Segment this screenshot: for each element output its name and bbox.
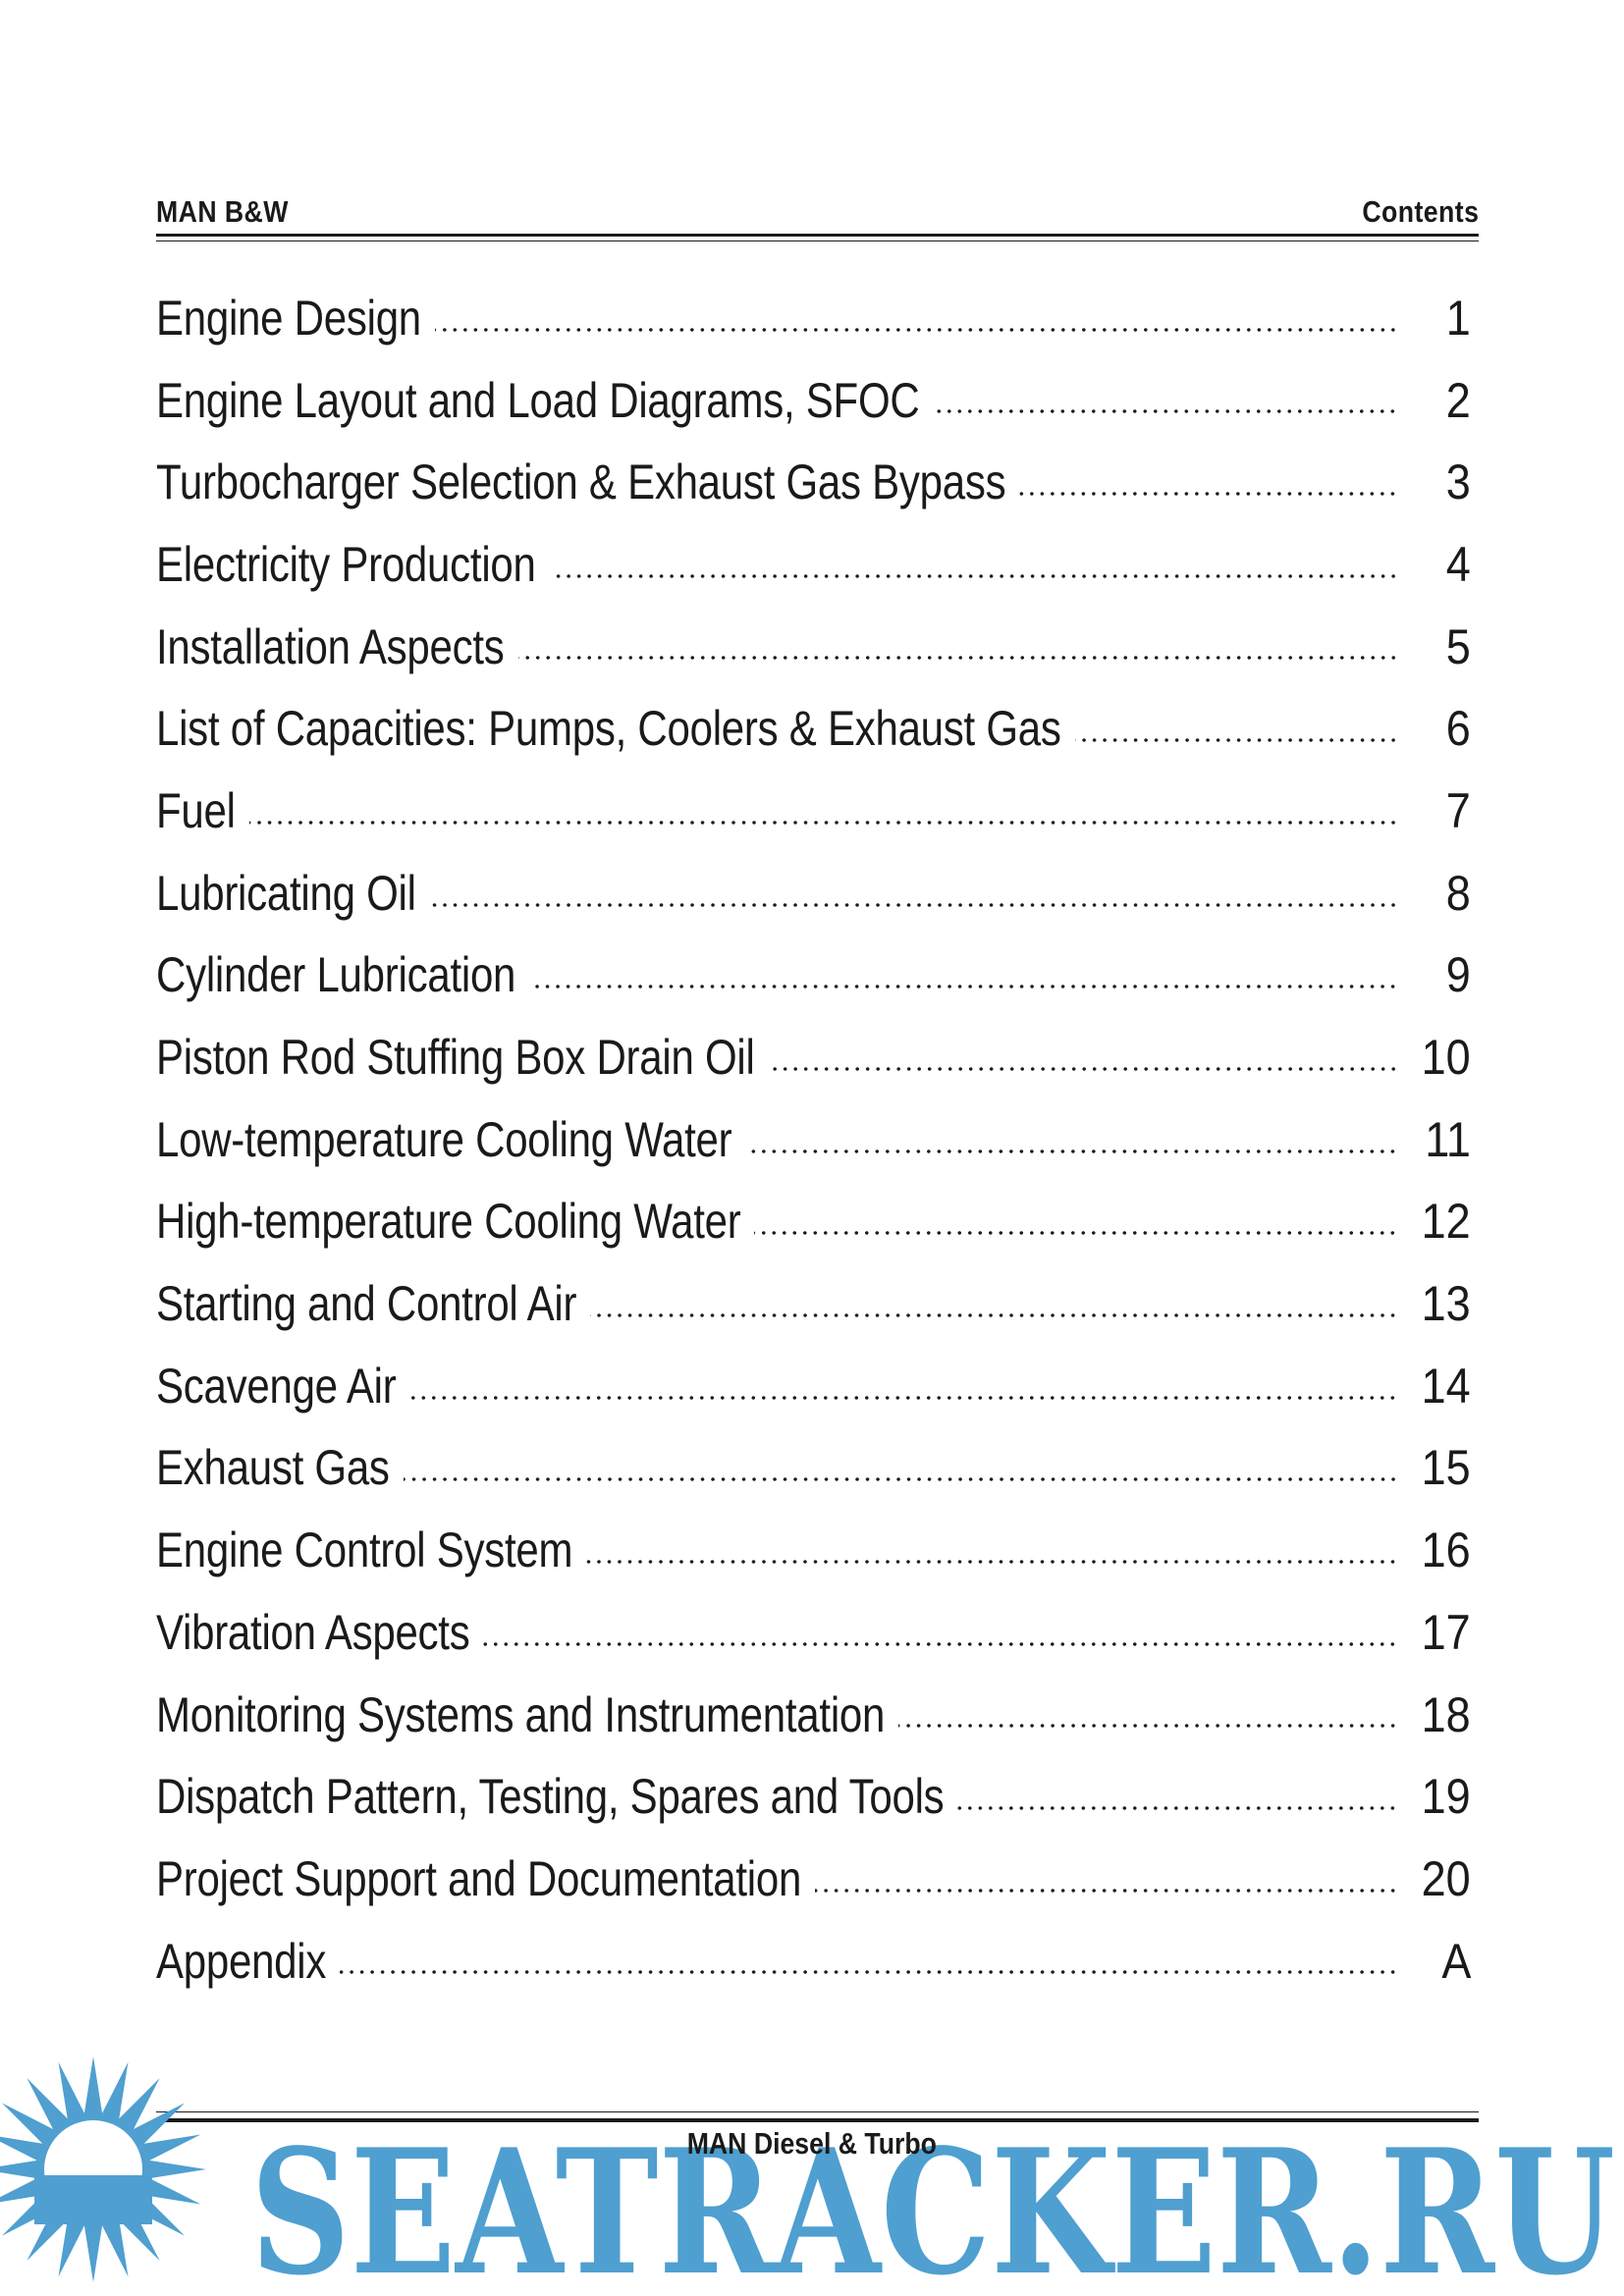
toc-entry-page: 9 xyxy=(1445,947,1471,1003)
toc-entry[interactable] xyxy=(156,277,1479,359)
toc-entry[interactable] xyxy=(156,852,1479,934)
toc-entry[interactable] xyxy=(156,1098,1479,1181)
toc-entry-page: 3 xyxy=(1445,454,1471,510)
toc-entry-page: 12 xyxy=(1421,1194,1471,1250)
toc-entry-title: Turbocharger Selection & Exhaust Gas Bypass xyxy=(156,454,1006,510)
toc-entry-title: Low-temperature Cooling Water xyxy=(156,1111,732,1167)
toc-entry-page: 10 xyxy=(1421,1030,1471,1086)
toc-entry[interactable] xyxy=(156,523,1479,606)
footer-rule xyxy=(156,2118,1479,2122)
toc-entry-page: 2 xyxy=(1445,372,1471,428)
footer-rule-thin xyxy=(156,2111,1479,2112)
toc-entry-title: Engine Control System xyxy=(156,1522,573,1578)
toc-entry-page: 5 xyxy=(1445,618,1471,674)
toc-entry[interactable] xyxy=(156,359,1479,442)
toc-entry-title: Cylinder Lubrication xyxy=(156,947,516,1003)
header-rule-thin xyxy=(156,240,1479,241)
sun-burst-icon xyxy=(0,2056,206,2282)
watermark-logo xyxy=(0,2052,1624,2296)
toc-leader-dots xyxy=(898,1722,1398,1730)
toc-entry-title: Starting and Control Air xyxy=(156,1276,577,1332)
toc-leader-dots xyxy=(435,326,1398,334)
toc-entry-title: Lubricating Oil xyxy=(156,865,416,921)
toc-leader-dots xyxy=(745,1148,1398,1155)
toc-leader-dots xyxy=(529,983,1398,990)
toc-entry[interactable] xyxy=(156,770,1479,852)
toc-entry[interactable] xyxy=(156,1755,1479,1838)
toc-leader-dots xyxy=(340,1968,1398,1976)
toc-entry-title: Piston Rod Stuffing Box Drain Oil xyxy=(156,1030,755,1086)
toc-entry-page: 19 xyxy=(1421,1769,1471,1825)
toc-entry-title: Engine Layout and Load Diagrams, SFOC xyxy=(156,372,920,428)
toc-entry-page: 17 xyxy=(1421,1604,1471,1660)
toc-entry-title: Installation Aspects xyxy=(156,618,505,674)
toc-entry-title: Appendix xyxy=(156,1933,327,1989)
toc-leader-dots xyxy=(550,572,1398,580)
header-rule xyxy=(156,234,1479,237)
toc-entry-page: 8 xyxy=(1445,865,1471,921)
toc-entry[interactable] xyxy=(156,1591,1479,1674)
footer-company-label: MAN Diesel & Turbo xyxy=(686,2126,938,2161)
toc-entry[interactable] xyxy=(156,934,1479,1017)
sun-rays xyxy=(0,2056,206,2282)
toc-entry-title: Fuel xyxy=(156,782,236,838)
toc-entry-page: A xyxy=(1440,1933,1471,1989)
toc-leader-dots xyxy=(430,901,1398,909)
toc-entry[interactable] xyxy=(156,1427,1479,1510)
toc-leader-dots xyxy=(590,1311,1398,1319)
toc-entry-page: 13 xyxy=(1421,1276,1471,1332)
toc-leader-dots xyxy=(1019,490,1398,498)
toc-leader-dots xyxy=(769,1065,1398,1073)
footer-company xyxy=(0,2126,1624,2162)
toc-leader-dots xyxy=(518,654,1398,662)
toc-entry-title: Monitoring Systems and Instrumentation xyxy=(156,1686,886,1742)
page-header xyxy=(156,188,1479,230)
toc-leader-dots xyxy=(409,1394,1398,1402)
toc-entry-title: Electricity Production xyxy=(156,536,536,592)
toc-leader-dots xyxy=(586,1558,1398,1566)
toc-leader-dots xyxy=(1075,736,1398,744)
toc-entry[interactable] xyxy=(156,1509,1479,1591)
header-section-title: Contents xyxy=(1362,194,1479,229)
toc-entry[interactable] xyxy=(156,1920,1479,2002)
toc-entry[interactable] xyxy=(156,687,1479,770)
header-brand: MAN B&W xyxy=(156,194,289,229)
toc-entry-page: 4 xyxy=(1445,536,1471,592)
toc-entry[interactable] xyxy=(156,1181,1479,1263)
toc-entry-title: Engine Design xyxy=(156,290,421,346)
toc-entry[interactable] xyxy=(156,1345,1479,1427)
toc-entry[interactable] xyxy=(156,1262,1479,1345)
toc-leader-dots xyxy=(754,1229,1398,1237)
toc-entry-page: 18 xyxy=(1421,1686,1471,1742)
toc-entry[interactable] xyxy=(156,1016,1479,1098)
sun-horizon xyxy=(34,2175,152,2224)
toc-entry-page: 15 xyxy=(1421,1440,1471,1496)
toc-leader-dots xyxy=(483,1640,1398,1648)
toc-leader-dots xyxy=(933,407,1398,415)
toc-entry-page: 20 xyxy=(1421,1850,1471,1906)
toc-entry-title: Vibration Aspects xyxy=(156,1604,470,1660)
toc-leader-dots xyxy=(815,1887,1398,1895)
toc-entry-title: Exhaust Gas xyxy=(156,1440,390,1496)
toc-entry-page: 16 xyxy=(1421,1522,1471,1578)
toc-leader-dots xyxy=(249,819,1398,827)
watermark-text: SEATRACKER.RU xyxy=(250,2112,1615,2296)
toc-entry-page: 6 xyxy=(1445,701,1471,757)
toc-entry[interactable] xyxy=(156,1838,1479,1920)
toc-entry[interactable] xyxy=(156,606,1479,688)
toc-leader-dots xyxy=(957,1804,1398,1812)
toc-entry-title: List of Capacities: Pumps, Coolers & Exhaust Gas xyxy=(156,701,1061,757)
table-of-contents xyxy=(156,277,1479,2002)
toc-entry-page: 14 xyxy=(1421,1358,1471,1414)
toc-entry-page: 11 xyxy=(1425,1111,1471,1167)
toc-entry[interactable] xyxy=(156,1674,1479,1756)
toc-entry-page: 7 xyxy=(1445,782,1471,838)
toc-entry-page: 1 xyxy=(1445,290,1471,346)
toc-leader-dots xyxy=(404,1475,1398,1483)
toc-entry-title: Project Support and Documentation xyxy=(156,1850,802,1906)
toc-entry-title: Scavenge Air xyxy=(156,1358,397,1414)
toc-entry-title: High-temperature Cooling Water xyxy=(156,1194,741,1250)
toc-entry[interactable] xyxy=(156,441,1479,523)
toc-entry-title: Dispatch Pattern, Testing, Spares and Tools xyxy=(156,1769,945,1825)
